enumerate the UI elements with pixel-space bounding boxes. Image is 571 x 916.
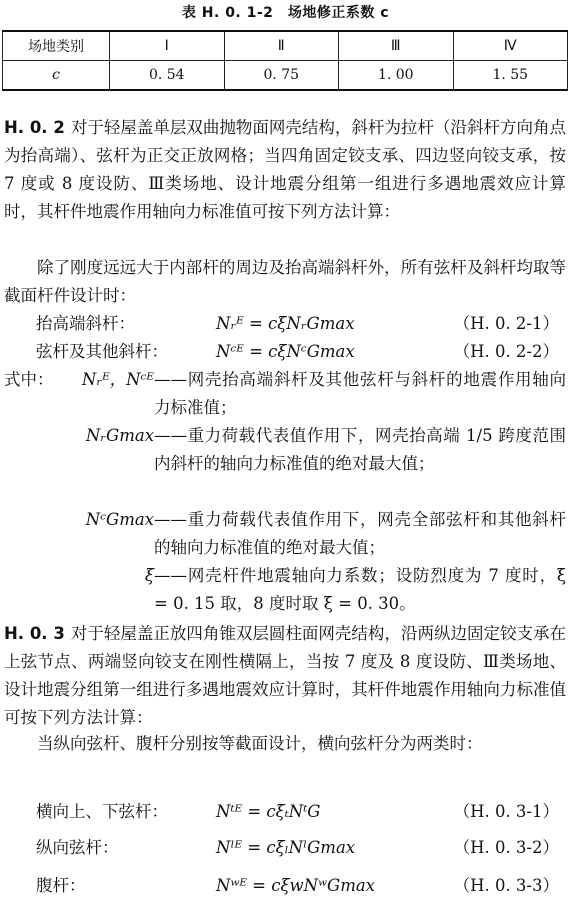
clause-number: H. 0. 2: [4, 118, 65, 137]
table-title: 表 H. 0. 1-2 场地修正系数 c: [181, 5, 390, 21]
formula-expression: Nᵣᴱ = cξNᵣGmax: [216, 314, 355, 333]
formula-h03-2: [0, 834, 571, 862]
formula-label: 腹杆：: [36, 876, 86, 895]
definition-text: ——网壳杆件地震轴向力系数；设防烈度为 7 度时，ξ = 0. 15 取，8 度时取 ξ = 0. 30。: [154, 566, 566, 613]
definition-symbol: NᵣGmax: [85, 426, 154, 445]
clause-h03: [4, 620, 566, 732]
clause-text: 对于轻屋盖正放四角锥双层圆柱面网壳结构，沿两纵边固定铰支承在上弦节点、两端竖向铰支在刚性横隔上，当按 7 度及 8 度设防、Ⅲ类场地、设计地震分组第一组进行多遇地震效应计算时，其杆件地震作用轴向力标准值可按下列方法计算：: [4, 624, 567, 727]
formula-h03-1: [0, 798, 571, 826]
formula-number: （H. 0. 3-3）: [453, 876, 559, 895]
definition-symbol: Nᵣᴱ，Nᶜᴱ: [81, 370, 154, 389]
table-header-row: [3, 31, 568, 61]
paragraph: 除了刚度远远大于内部杆的周边及抬高端斜杆外，所有弦杆及斜杆均取等截面杆件设计时：: [4, 258, 566, 305]
clause-number: H. 0. 3: [4, 624, 65, 643]
formula-expression: Nᶜᴱ = cξNᶜGmax: [216, 342, 355, 361]
formula-label: 弦杆及其他斜杆：: [36, 342, 168, 361]
table-cell: 1. 00: [339, 61, 454, 91]
formula-expression: Nᵗᴱ = cξₜNᵗG: [216, 802, 321, 821]
table-header-cell: Ⅳ: [453, 31, 568, 61]
definition-text: ——重力荷载代表值作用下，网壳抬高端 1/5 跨度范围内斜杆的轴向力标准值的绝对最大值；: [154, 426, 566, 473]
formula-number: （H. 0. 3-1）: [453, 802, 559, 821]
paragraph: 当纵向弦杆、腹杆分别按等截面设计，横向弦杆分为两类时：: [37, 734, 483, 753]
table-cell: c: [3, 61, 110, 91]
clause-h02: [4, 114, 566, 226]
table-header-cell: Ⅲ: [339, 31, 454, 61]
definition-symbol: NᶜGmax: [85, 510, 154, 529]
table-header-cell: Ⅱ: [224, 31, 339, 61]
formula-label: 抬高端斜杆：: [36, 314, 135, 333]
table-cell: 0. 75: [224, 61, 339, 91]
formula-expression: Nʷᴱ = cξwNʷGmax: [216, 876, 375, 895]
table-header-cell: 场地类别: [3, 31, 110, 61]
clause-text: 对于轻屋盖单层双曲抛物面网壳结构，斜杆为拉杆（沿斜杆方向角点为抬高端）、弦杆为正交正放网格；当四角固定铰支承、四边竖向铰支承，按 7 度或 8 度设防、Ⅲ类场地、设计地震分组第一组进行多遇地震效应计算时，其杆件地震作用轴向力标准值可按下列方法计算：: [4, 118, 567, 221]
formula-label: 纵向弦杆：: [36, 838, 119, 857]
table-cell: 1. 55: [453, 61, 568, 91]
formula-expression: Nˡᴱ = cξₗNˡGmax: [216, 838, 356, 857]
definition-text: ——重力荷载代表值作用下，网壳全部弦杆和其他斜杆的轴向力标准值的绝对最大值；: [154, 510, 566, 557]
table-header-cell: Ⅰ: [110, 31, 225, 61]
formula-number: （H. 0. 2-2）: [453, 342, 559, 361]
formula-h02-1: [0, 310, 571, 338]
formula-number: （H. 0. 2-1）: [453, 314, 559, 333]
table-row: [3, 61, 568, 91]
table-cell: 0. 54: [110, 61, 225, 91]
formula-h03-3: [0, 872, 571, 900]
formula-number: （H. 0. 3-2）: [453, 838, 559, 857]
definition-symbol: ξ: [144, 566, 154, 585]
formula-h02-2: [0, 338, 571, 366]
definition-text: ——网壳抬高端斜杆及其他弦杆与斜杆的地震作用轴向力标准值；: [154, 370, 566, 417]
formula-label: 横向上、下弦杆：: [36, 802, 168, 821]
site-coefficient-table: [2, 30, 568, 91]
where-label: 式中：: [4, 370, 54, 389]
